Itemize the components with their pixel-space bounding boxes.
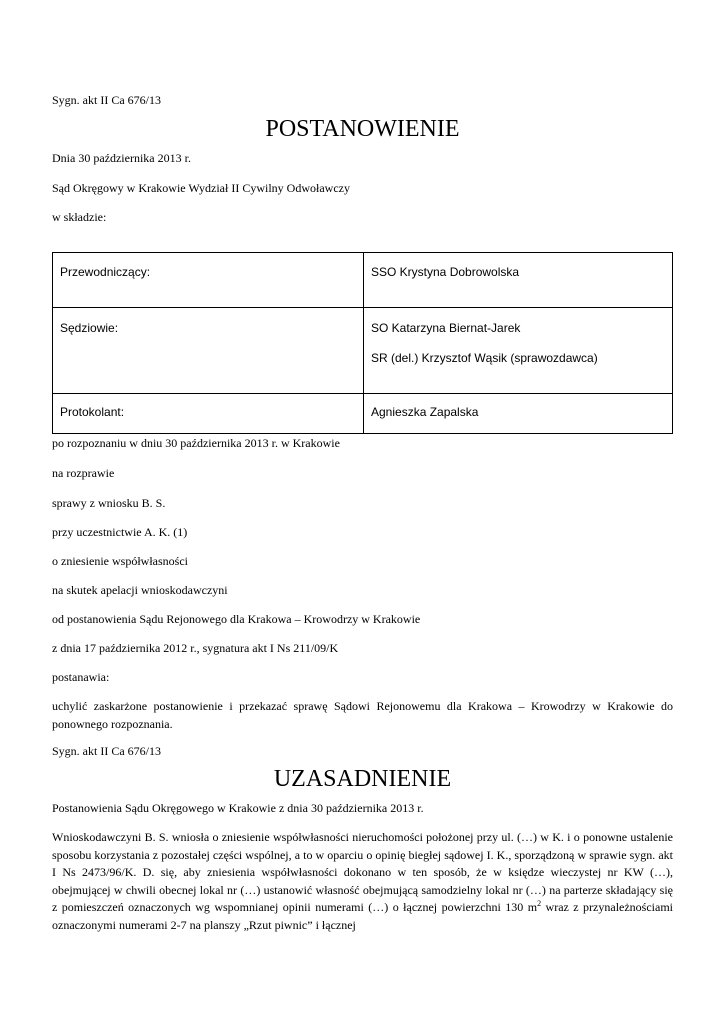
table-row — [53, 253, 673, 308]
judges-label-cell — [53, 308, 364, 394]
clerk-label-cell — [53, 394, 364, 434]
court-name: Sąd Okręgowy w Krakowie Wydział II Cywilny Odwoławczy — [52, 181, 350, 195]
composition-intro: w składzie: — [52, 210, 107, 224]
court-composition-table — [52, 252, 673, 434]
proceedings-line-5: o zniesienie współwłasności — [52, 554, 188, 568]
clerk-name: Agnieszka Zapalska — [371, 405, 479, 419]
document-title: POSTANOWIENIE — [265, 116, 460, 142]
decision-text: uchylić zaskarżone postanowienie i przekazać sprawę Sądowi Rejonowemu dla Krakowa – Krowodrzy w Krakowie do ponownego rozpoznania. — [52, 699, 673, 731]
proceedings-line-6: na skutek apelacji wnioskodawczyni — [52, 583, 228, 597]
proceedings-line-1: po rozpoznaniu w dniu 30 października 2013 r. w Krakowie — [52, 436, 340, 450]
proceedings-line-8: z dnia 17 października 2012 r., sygnatura akt I Ns 211/09/K — [52, 641, 339, 655]
justification-title: UZASADNIENIE — [273, 766, 452, 792]
presiding-value-cell — [364, 253, 673, 308]
clerk-value-cell — [364, 394, 673, 434]
case-signature: Sygn. akt II Ca 676/13 — [52, 93, 161, 107]
justification-paragraph — [52, 829, 673, 935]
judges-label: Sędziowie: — [60, 321, 119, 335]
table-row — [53, 308, 673, 394]
presiding-judge: SSO Krystyna Dobrowolska — [371, 265, 520, 279]
justification-signature: Sygn. akt II Ca 676/13 — [52, 744, 161, 758]
proceedings-line-2: na rozprawie — [52, 466, 115, 480]
presiding-label-cell — [53, 253, 364, 308]
proceedings-line-7: od postanowienia Sądu Rejonowego dla Krakowa – Krowodrzy w Krakowie — [52, 612, 421, 626]
clerk-label: Protokolant: — [60, 405, 125, 419]
proceedings-line-4: przy uczestnictwie A. K. (1) — [52, 525, 188, 539]
paragraph-main-text: Wnioskodawczyni B. S. wniosła o zniesienie współwłasności nieruchomości położonej przy ul. (…) w K. i o ponowne ustalenie sposobu korzystania z pozostałej części wspólnej, a to w oparciu o opinię biegłej sądowej I. K., sporządzoną w sprawie sygn. akt I Ns 2473/96/K. D. się, aby zniesienia współwłasności dokonano w ten sposób, że w księdze wieczystej nr KW (…), obejmującej w chwili obecnej lokal nr (…) ustanowić własność obejmującą samodzielny lokal nr (…) na parterze składający się z pomieszczeń oznaczonych wg wspomnianej opinii numerami (…) o łącznej powierzchni 130 m — [52, 830, 673, 915]
superscript-exponent: 2 — [537, 899, 542, 909]
paragraph-tail-text: wraz z przynależnościami oznaczonymi numerami 2-7 na planszy „Rzut piwnic” i łącznej — [52, 900, 674, 932]
table-row — [53, 394, 673, 434]
decision-date: Dnia 30 października 2013 r. — [52, 151, 191, 165]
judge-1: SO Katarzyna Biernat-Jarek — [371, 321, 521, 335]
proceedings-line-9: postanawia: — [52, 670, 110, 684]
judges-value-cell — [364, 308, 673, 394]
justification-subtitle: Postanowienia Sądu Okręgowego w Krakowie z dnia 30 października 2013 r. — [52, 801, 424, 815]
proceedings-line-3: sprawy z wniosku B. S. — [52, 496, 166, 510]
judge-2: SR (del.) Krzysztof Wąsik (sprawozdawca) — [371, 351, 598, 365]
presiding-label: Przewodniczący: — [60, 265, 151, 279]
